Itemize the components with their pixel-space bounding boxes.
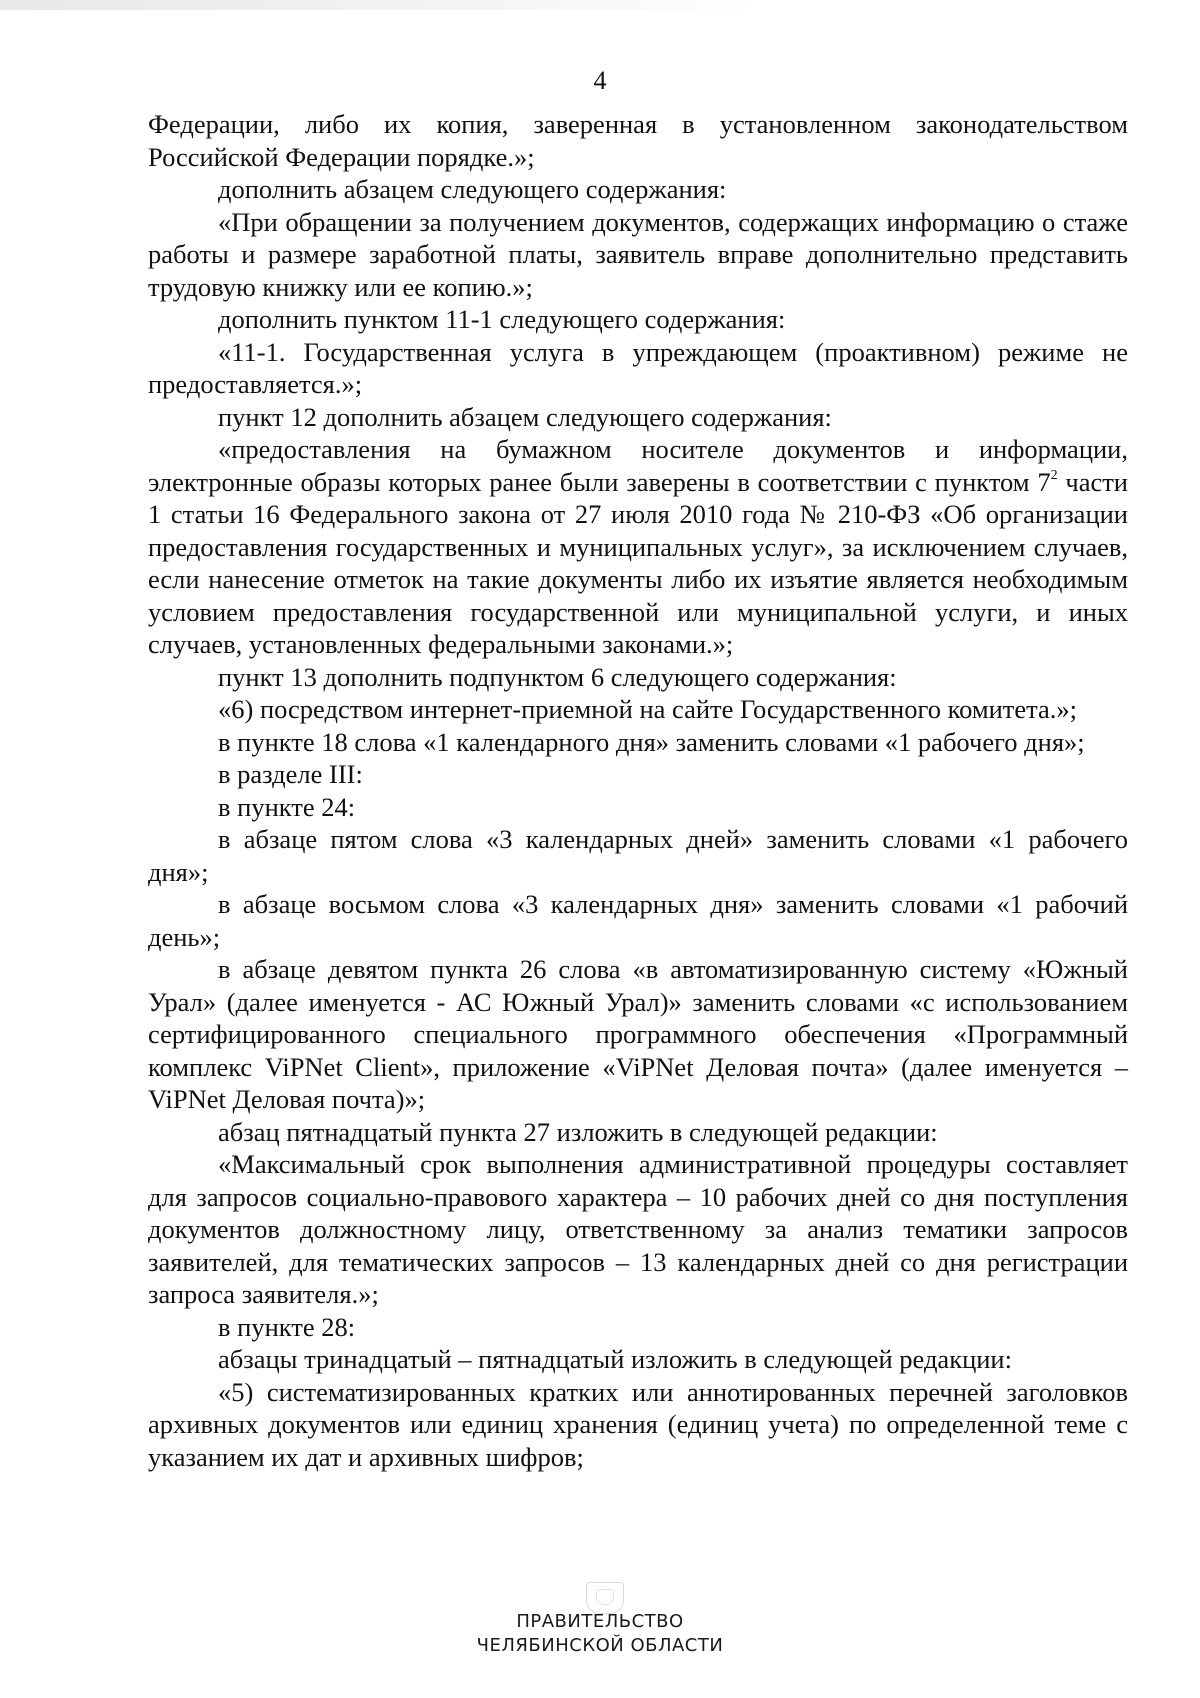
paragraph-7-text-before: «предоставления на бумажном носителе документов и информации, электронные образы которых ранее были заверены в соответствии с пунктом 7 <box>148 434 1128 497</box>
paragraph-3: «При обращении за получением документов, содержащих информацию о стаже работы и размере заработной платы, заявитель вправе дополнительно представить трудовую книжку или ее копию.»; <box>148 206 1128 302</box>
paragraph-5: «11-1. Государственная услуга в упреждающем (проактивном) режиме не предоставляется.»; <box>148 336 1128 399</box>
paragraph-13: в абзаце пятом слова «3 календарных дней» заменить словами «1 рабочего дня»; <box>148 824 1128 887</box>
footer-line-2: ЧЕЛЯБИНСКОЙ ОБЛАСТИ <box>476 1635 724 1656</box>
paragraph-7 <box>148 433 1128 661</box>
page-number: 4 <box>593 66 607 95</box>
paragraph-17: «Максимальный срок выполнения административной процедуры составляет для запросов социально-правового характера – 10 рабочих дней со дня поступления документов должностному лицу, ответственному за анализ тематики запросов заявителей, для тематических запросов – 13 календарных дней со дня регистрации запроса заявителя.»; <box>148 1149 1128 1309</box>
paragraph-9: «6) посредством интернет-приемной на сайте Государственного комитета.»; <box>218 694 1078 724</box>
footer-line-1: ПРАВИТЕЛЬСТВО <box>516 1611 684 1632</box>
paragraph-19: абзацы тринадцатый – пятнадцатый изложить в следующей редакции: <box>218 1344 1012 1374</box>
paragraph-20: «5) систематизированных кратких или аннотированных перечней заголовков архивных документов или единиц хранения (единиц учета) по определенной теме с указанием их дат и архивных шифров; <box>148 1376 1128 1472</box>
scan-edge-shadow <box>0 0 760 10</box>
paragraph-18: в пункте 28: <box>218 1311 356 1342</box>
paragraph-7-superscript: 2 <box>1050 467 1058 483</box>
paragraph-11: в разделе III: <box>218 759 363 789</box>
paragraph-1: Федерации, либо их копия, заверенная в установленном законодательством Российской Федерации порядке.»; <box>148 109 1128 172</box>
document-body <box>148 108 1128 1473</box>
paragraph-16: абзац пятнадцатый пункта 27 изложить в следующей редакции: <box>218 1116 938 1147</box>
paragraph-7-text-after: части 1 статьи 16 Федерального закона от 27 июля 2010 года № 210-ФЗ «Об организации предоставления государственных и муниципальных услуг», за исключением случаев, если нанесение отметок на такие документы либо их изъятие является необходимым условием предоставления государственной или муниципальной услуги, и иных случаев, установленных федеральными законами.»; <box>148 466 1128 659</box>
paragraph-6: пункт 12 дополнить абзацем следующего содержания: <box>218 401 832 432</box>
paragraph-8: пункт 13 дополнить подпунктом 6 следующего содержания: <box>218 661 897 692</box>
paragraph-2: дополнить абзацем следующего содержания: <box>218 174 727 204</box>
paragraph-15: в абзаце девятом пункта 26 слова «в автоматизированную систему «Южный Урал» (далее именуется - АС Южный Урал)» заменить словами «с использованием сертифицированного специального программного обеспечения «Программный комплекс ViPNet Client», приложение «ViPNet Деловая почта» (далее именуется – ViPNet Деловая почта)»; <box>148 954 1128 1114</box>
paragraph-14: в абзаце восьмом слова «3 календарных дня» заменить словами «1 рабочий день»; <box>148 889 1128 952</box>
footer-stamp <box>0 1610 1200 1658</box>
paragraph-10: в пункте 18 слова «1 календарного дня» заменить словами «1 рабочего дня»; <box>218 726 1085 757</box>
paragraph-12: в пункте 24: <box>218 791 356 822</box>
paragraph-4: дополнить пунктом 11-1 следующего содержания: <box>218 304 786 334</box>
